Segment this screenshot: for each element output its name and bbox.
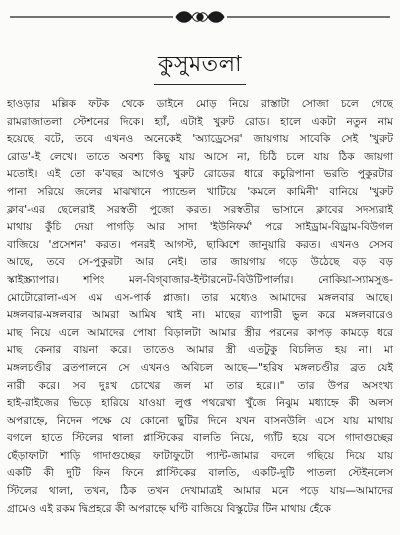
text-line: মোটোরোলা-এস এম এস-পার্ক প্লাজা। তার মধ্যেও আমাদের মঙ্গলবার আছে। bbox=[7, 291, 393, 304]
text-line: মাছ কেনার বায়না করে। তাতেও আমার স্ত্রী এতটুকু বিচলিত হয় না। মা bbox=[7, 344, 393, 357]
text-line: মাছ নিয়ে এলে আমাদের পোষা বিড়ালটা আমার স্ত্রীর পরনের কাপড় কামড়ে ধরে bbox=[7, 326, 393, 339]
text-line: রামরাজাতলা স্টেশনের দিকে। হ্যাঁ, এটাই খুরুট রোড। হালে একটা নতুন নাম bbox=[7, 115, 393, 128]
text-line: হাই-রাইজের ভিড়ে হারিয়ে যাওয়া লুপ্ত পথরেখা খুঁজে নিঝুম মধ্যাহ্নে কী অলস bbox=[7, 397, 393, 410]
text-line: অপরাহ্নে, নিদেন পক্ষে যে কোনো ছুটির দিনে যখন বাসনউলি এসে যায় মাথায় bbox=[7, 414, 393, 427]
text-line: গ্রামেও এই রকম দ্বিপ্রহরে কী অপরাহ্নে ঘণ্টি বাজিয়ে বিস্কুটের টিন মাথায় হেঁকে bbox=[7, 502, 331, 515]
text-line: পানা সরিয়ে জলের মাঝখানে প্যান্ডেল খাটিয়ে 'কমলে কামিনী' বানিয়ে 'খুরুট bbox=[7, 185, 393, 198]
text-line: স্কাইস্ক্র্যাপার। শপিং মল-বিগ্‌বাজার-ইন্টারনেট-বিউটিপার্লার। নোকিয়া-স্যামসুঙ- bbox=[7, 273, 393, 286]
text-line: মতোই। এই তো ক'বছর আগেও খুরুট রোডের ধারে কচুরিপানা ভরতি পুকুরটার bbox=[7, 168, 393, 181]
text-line: নারী করে। সব দুঃখ চোখের জল মা তার হরে।।" তার উপর অসংখ্য bbox=[7, 379, 393, 392]
ornament-flourish bbox=[176, 12, 224, 23]
text-line: হয়েছে বটে, তবে এখনও অনেকেই 'অ্যাড্রেসের' জায়গায় সাবেকি সেই 'খুরুট bbox=[7, 133, 393, 146]
title-underline bbox=[154, 84, 246, 85]
text-line: মঙ্গলচণ্ডীর ব্রতপালনে সে এখনও অবিচল আছে—"হরিষ মঙ্গলচণ্ডীর ব্রত যেই bbox=[7, 361, 393, 374]
text-line: হাওড়ার মল্লিক ফটক থেকে ডাইনে মোড় নিয়ে রাস্তাটা সোজা চলে গেছে bbox=[7, 98, 393, 110]
text-line: একটি কী দুটি ফিন ফিনে প্লাস্টিকের বালতি, একটি-দুটি পাতলা স্টেইনলেস bbox=[7, 467, 393, 480]
text-line: রোড'-ই লেখে। তাতে অবশ্য কিছু যায় আসে না, চিঠি চলে যায় ঠিক জায়গা bbox=[7, 150, 393, 163]
text-line: আছে, তবে সে-পুকুরটা আর নেই। তার জায়গায় গড়ে উঠেছে বড় বড় bbox=[7, 256, 393, 269]
chapter-title: কুসুমতলা bbox=[158, 52, 242, 77]
text-line: ছেঁড়াফাটা শাড়ি গাদাগুচ্ছের ফাটাফুটো প্যান্ট-জামার বদলে গছিয়ে দিয়ে যায় bbox=[7, 449, 393, 462]
text-line: বাজিয়ে 'প্রসেশন' করত। পনরই আগস্ট, ছাব্বিশে জানুয়ারি করত। এখনও সেসব bbox=[7, 238, 393, 251]
body-paragraph bbox=[7, 96, 393, 518]
text-line: ক্লাব'-এর ছেলেরাই সরস্বতী পুজো করত। সরস্বতীর ভাসানে ক্লাবের সদস্যরাই bbox=[7, 203, 393, 216]
text-line: মাথায় কুঁচি দেয়া পাগড়ি আর সাদা 'ইউনিফর্ম' পরে সাইড্রাম-বিড্রাম-বিউগল bbox=[7, 221, 393, 234]
text-line: বগলে হাতে স্টিলের থালা প্লাস্টিকের বালতি নিয়ে, গ্যাঁট হয়ে বসে গাদাগুচ্ছের bbox=[7, 432, 393, 445]
text-line: মঙ্গলবার-মঙ্গলবার আমরা আমিষ খাই না। মাছের ব্যাপারী ভুল করে মঙ্গলবারেও bbox=[7, 309, 393, 322]
text-line: স্টিলের থালা, তখন, ঠিক তখন দেখামাত্রই আমার মনে পড়ে যায়—আমাদের bbox=[7, 485, 393, 498]
header-ornament bbox=[10, 8, 390, 26]
